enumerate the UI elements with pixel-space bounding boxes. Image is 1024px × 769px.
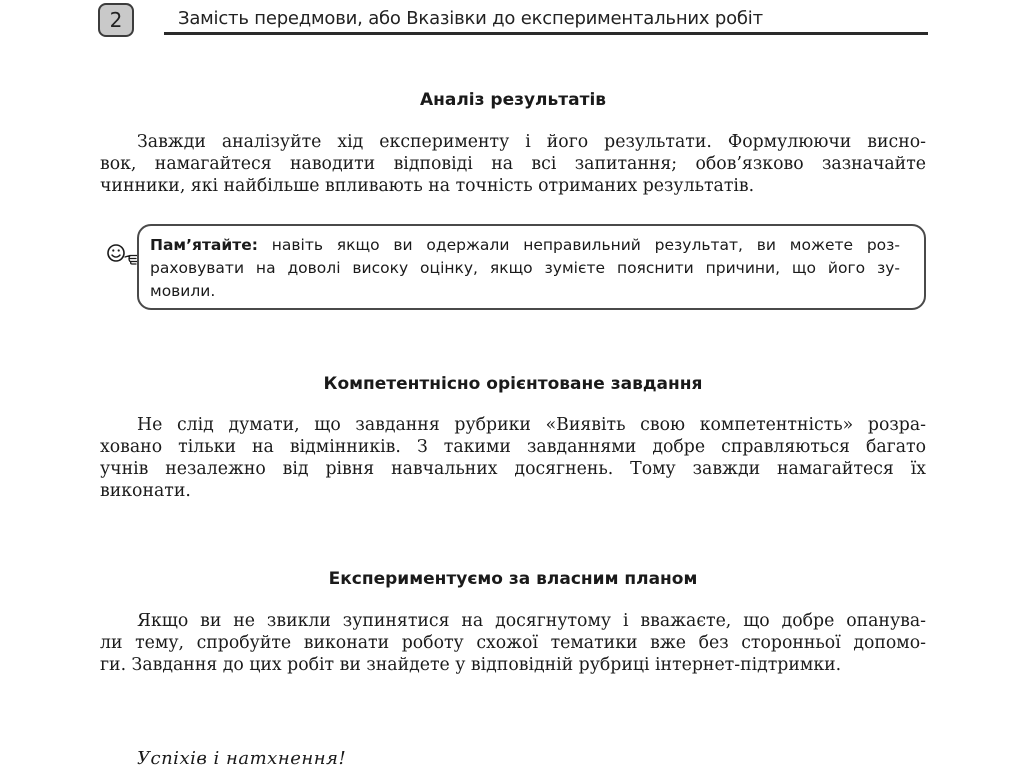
page-number: 2 [98,3,134,37]
paragraph-competence-task [100,414,926,502]
closing-wish: Успіхів і натхнення! [137,748,347,769]
section-heading-own-plan: Експериментуємо за власним планом [328,569,698,589]
note-line [150,234,900,257]
paragraph-line: Не слід думати, що завдання рубрики «Виявіть свою компетентність» розра- [137,415,926,435]
paragraph-line: учнів незалежно від рівня навчальних досягнень. Тому завжди намагайтеся їх [100,459,926,479]
paragraph-line: ги. Завдання до цих робіт ви знайдете у відповідній рубриці інтернет-підтримки. [100,655,842,675]
note-label: Пам’ятайте: [150,236,258,254]
running-header [164,0,928,35]
note-line-text: навіть якщо ви одержали неправильний результат, ви можете роз- [257,236,900,254]
paragraph-line: ли тему, спробуйте виконати роботу схожої тематики вже без сторонньої допомо- [100,633,926,653]
note-line: раховувати на доволі високу оцінку, якщо зумієте пояснити причини, що його зу- [150,259,900,277]
paragraph-line: чинники, які найбільше впливають на точність отриманих результатів. [100,176,755,196]
paragraph-line: Завжди аналізуйте хід експерименту і його результати. Формулюючи висно- [137,132,926,152]
paragraph-own-plan [100,610,926,676]
section-heading-competence-task: Компетентнісно орієнтоване завдання [323,374,703,394]
paragraph-line: ховано тільки на відмінників. З такими завданнями добре справляються багато [100,437,926,457]
running-header-title: Замість передмови, або Вказівки до експериментальних робіт [178,8,763,29]
paragraph-line: вок, намагайтеся наводити відповіді на всі запитання; обов’язково зазначайте [100,154,926,174]
note-line: мовили. [150,282,216,300]
reminder-note-box [137,224,926,310]
paragraph-analysis [100,131,926,197]
reminder-note-text [150,234,900,303]
paragraph-line: Якщо ви не звикли зупинятися на досягнутому і вважаєте, що добре опанува- [137,611,926,631]
section-heading-analysis: Аналіз результатів [419,90,607,110]
paragraph-line: виконати. [100,481,191,501]
